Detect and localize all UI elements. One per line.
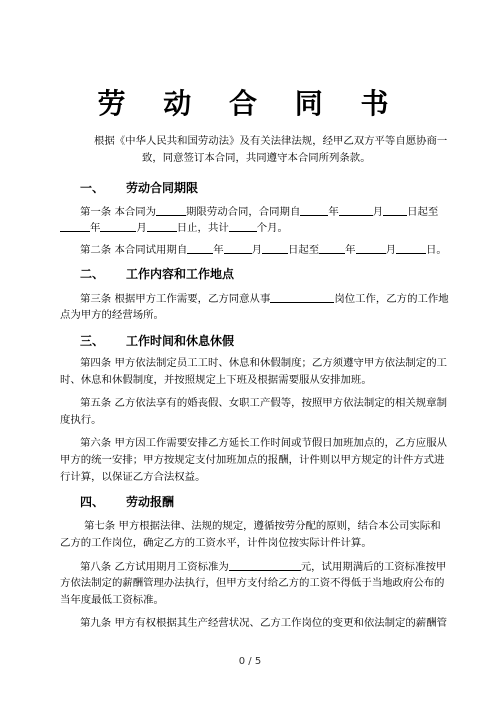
probation-start-month-blank <box>224 242 252 254</box>
article-text: 第八条 乙方试用期月工资标准为 <box>80 561 229 573</box>
article-5-line-1: 第五条 乙方依法享有的婚丧假、女职工产假等，按照甲方依法制定的相关规章制 <box>80 397 447 409</box>
article-text: 第三条 根据甲方工作需要，乙方同意从事 <box>80 293 271 305</box>
section-heading-3 <box>80 333 234 349</box>
article-text: 日起至 <box>288 244 320 256</box>
section-title: 劳动合同期限 <box>126 181 199 195</box>
section-number: 一、 <box>80 181 105 195</box>
article-text: 第一条 本合同为 <box>80 206 157 218</box>
article-2 <box>80 242 447 257</box>
total-months-blank <box>229 220 257 232</box>
section-heading-4 <box>80 494 174 510</box>
probation-end-month-blank <box>356 242 386 254</box>
article-8-line-3: 当年度最低工资标准。 <box>60 594 164 606</box>
start-month-blank <box>339 204 373 216</box>
end-month-blank <box>100 220 136 232</box>
article-8-line-2: 方依法制定的薪酬管理办法执行，但甲方支付给乙方的工资不得低于当地政府公布的 <box>60 577 445 589</box>
section-number: 二、 <box>80 267 105 281</box>
article-text: 日。 <box>425 244 447 256</box>
section-heading-2 <box>80 266 234 282</box>
article-text: 月 <box>251 244 262 256</box>
article-text: 个月。 <box>256 222 288 234</box>
article-text: 年 <box>328 206 339 218</box>
probation-start-year-blank <box>187 242 213 254</box>
article-text: 月 <box>136 222 147 234</box>
section-title: 工作时间和休息休假 <box>126 334 235 348</box>
article-5-line-2: 度执行。 <box>60 414 102 426</box>
start-day-blank <box>383 204 407 216</box>
probation-start-day-blank <box>262 242 288 254</box>
article-text: 期限劳动合同，合同期自 <box>186 206 301 218</box>
article-7-line-2: 乙方的工作岗位，确定乙方的工资水平，计件岗位按实际计件计算。 <box>60 537 372 549</box>
page-title: 劳 动 合 同 书 <box>97 87 403 120</box>
article-text: 月 <box>385 244 396 256</box>
article-text: 月 <box>372 206 384 218</box>
end-year-blank <box>60 220 90 232</box>
article-6-line-3: 行计算，以保证乙方合法权益。 <box>60 471 206 483</box>
contract-type-blank <box>156 204 186 216</box>
article-text: 日止，共计 <box>176 222 229 234</box>
article-4-line-2: 时、休息和休假制度，并按照规定上下班及根据需要服从安排加班。 <box>60 374 372 386</box>
probation-end-day-blank <box>396 242 426 254</box>
article-7-line-1: 第七条 甲方根据法律、法规的规定，遵循按劳分配的原则，结合本公司实际和 <box>84 520 441 532</box>
article-text: 第二条 本合同试用期自 <box>80 244 188 256</box>
article-6-line-2: 甲方的统一安排；甲方按规定支付加班加点的报酬，计件则以甲方规定的计件方式进 <box>60 454 445 466</box>
article-text: 年 <box>213 244 224 256</box>
article-4-line-1: 第四条 甲方依法制定员工工时、休息和休假制度；乙方须遵守甲方依法制定的工 <box>80 357 447 369</box>
end-day-blank <box>147 220 177 232</box>
section-number: 三、 <box>80 334 105 348</box>
start-year-blank <box>300 204 328 216</box>
section-number: 四、 <box>80 495 105 509</box>
preamble-line-2: 致，同意签订本合同，共同遵守本合同所列条款。 <box>142 152 371 164</box>
preamble-line-1: 根据《中华人民共和国劳动法》及有关法律法规，经甲乙双方平等自愿协商一 <box>94 135 448 147</box>
article-3-line-2: 点为甲方的经营场所。 <box>60 309 164 321</box>
section-title: 劳动报酬 <box>126 495 175 509</box>
probation-wage-blank <box>229 559 301 571</box>
article-text: 元，试用期满后的工资标准按甲 <box>300 561 447 573</box>
article-3-line-1 <box>80 291 449 306</box>
article-9-line-1: 第九条 甲方有权根据其生产经营状况、乙方工作岗位的变更和依法制定的薪酬管 <box>80 617 447 629</box>
article-text: 日起至 <box>407 206 439 218</box>
article-1-line-2 <box>60 220 288 235</box>
article-8-line-1 <box>80 559 446 574</box>
job-position-blank <box>270 291 334 303</box>
page-number: 0 / 5 <box>238 656 262 667</box>
probation-end-year-blank <box>319 242 345 254</box>
section-heading-1 <box>80 180 198 196</box>
article-6-line-1: 第六条 甲方因工作需要安排乙方延长工作时间或节假日加班加点的，乙方应服从 <box>80 437 447 449</box>
article-1-line-1 <box>80 204 438 219</box>
article-text: 年 <box>90 222 101 234</box>
article-text: 年 <box>345 244 356 256</box>
article-text: 岗位工作，乙方的工作地 <box>334 293 449 305</box>
section-title: 工作内容和工作地点 <box>126 267 235 281</box>
